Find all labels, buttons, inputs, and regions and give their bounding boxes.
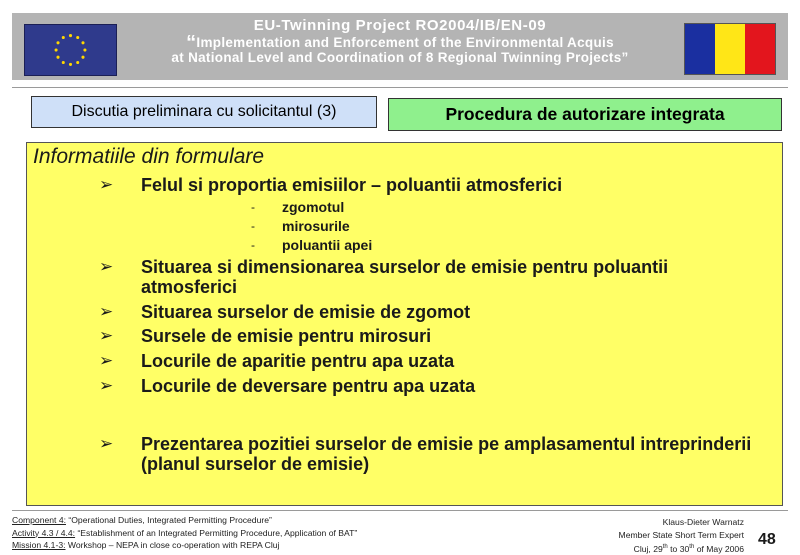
footer-mission bbox=[12, 539, 357, 552]
eu-star-icon bbox=[56, 56, 59, 59]
list-item-text: Situarea si dimensionarea surselor de emisie pentru poluantii atmosferici bbox=[141, 257, 669, 297]
footer-info bbox=[12, 514, 357, 552]
arrow-bullet-icon: ➢ bbox=[99, 326, 114, 345]
eu-star-icon bbox=[69, 34, 72, 37]
eu-star-icon bbox=[81, 41, 84, 44]
footer-mission-text: Workshop – NEPA in close co-operation with REPA Cluj bbox=[65, 540, 280, 550]
footer-activity bbox=[12, 527, 357, 540]
eu-stars-icon bbox=[25, 25, 116, 75]
panel-heading: Informatiile din formulare bbox=[33, 145, 265, 168]
eu-star-icon bbox=[83, 48, 86, 51]
project-subtitle-line1 bbox=[132, 32, 668, 54]
footer-mission-label: Mission 4.1-3: bbox=[12, 540, 66, 550]
eu-star-icon bbox=[81, 56, 84, 59]
arrow-bullet-icon: ➢ bbox=[99, 257, 114, 276]
project-title: EU-Twinning Project RO2004/IB/EN-09 bbox=[253, 17, 547, 34]
arrow-bullet-icon: ➢ bbox=[99, 376, 114, 395]
footer-date: Cluj, 29th to 30th of May 2006 bbox=[633, 543, 744, 554]
eu-star-icon bbox=[69, 63, 72, 66]
header-text bbox=[132, 17, 668, 65]
arrow-bullet-icon: ➢ bbox=[99, 302, 114, 321]
eu-star-icon bbox=[62, 36, 65, 39]
list-item-text: Situarea surselor de emisie de zgomot bbox=[141, 302, 471, 322]
eu-star-icon bbox=[76, 36, 79, 39]
eu-star-icon bbox=[55, 48, 58, 51]
header-banner bbox=[12, 13, 788, 80]
project-subtitle-text: Implementation and Enforcement of the Environmental Acquis bbox=[196, 35, 614, 50]
page-number: 48 bbox=[758, 531, 776, 548]
sub-list-item-text: mirosurile bbox=[282, 218, 350, 234]
header-divider bbox=[12, 87, 788, 88]
dash-bullet-icon: - bbox=[251, 219, 255, 233]
footer-activity-text: “Establishment of an Integrated Permitting Procedure, Application of BAT” bbox=[75, 527, 358, 538]
footer-author: Klaus-Dieter Warnatz bbox=[662, 517, 744, 527]
list-item-text: Locurile de deversare pentru apa uzata bbox=[141, 376, 476, 396]
eu-star-icon bbox=[56, 41, 59, 44]
arrow-bullet-icon: ➢ bbox=[99, 175, 114, 194]
list-item-text: Felul si proportia emisiilor – poluantii atmosferici bbox=[141, 175, 563, 195]
eu-star-icon bbox=[76, 61, 79, 64]
footer-component bbox=[12, 514, 357, 527]
dash-bullet-icon: - bbox=[251, 238, 255, 252]
footer-author-info bbox=[560, 516, 744, 555]
content-panel bbox=[26, 142, 783, 506]
footer-component-text: “Operational Duties, Integrated Permitting Procedure” bbox=[65, 515, 272, 525]
project-subtitle-line2: at National Level and Coordination of 8 Regional Twinning Projects” bbox=[171, 50, 629, 65]
footer-role: Member State Short Term Expert bbox=[618, 529, 744, 540]
romania-flag-icon bbox=[684, 23, 776, 75]
eu-flag-icon bbox=[24, 24, 117, 76]
arrow-bullet-icon: ➢ bbox=[99, 351, 114, 370]
tab-integrated-procedure: Procedura de autorizare integrata bbox=[388, 98, 782, 131]
footer-activity-label: Activity 4.3 / 4.4: bbox=[12, 527, 76, 538]
sub-list-item-text: zgomotul bbox=[282, 199, 345, 215]
quote-mark: “ bbox=[186, 32, 197, 54]
dash-bullet-icon: - bbox=[251, 200, 255, 214]
list-item-text: Sursele de emisie pentru mirosuri bbox=[141, 326, 432, 346]
arrow-bullet-icon: ➢ bbox=[99, 434, 114, 453]
footer-divider bbox=[12, 510, 788, 511]
list-item-text: Locurile de aparitie pentru apa uzata bbox=[141, 351, 455, 371]
sub-list-item-text: poluantii apei bbox=[282, 237, 373, 253]
footer-component-label: Component 4: bbox=[12, 515, 66, 525]
tab-preliminary-discussion: Discutia preliminara cu solicitantul (3) bbox=[31, 96, 377, 128]
eu-star-icon bbox=[62, 61, 65, 64]
list-item-text: Prezentarea pozitiei surselor de emisie pe amplasamentul intreprinderii (planul surselor de emisie) bbox=[141, 434, 752, 474]
